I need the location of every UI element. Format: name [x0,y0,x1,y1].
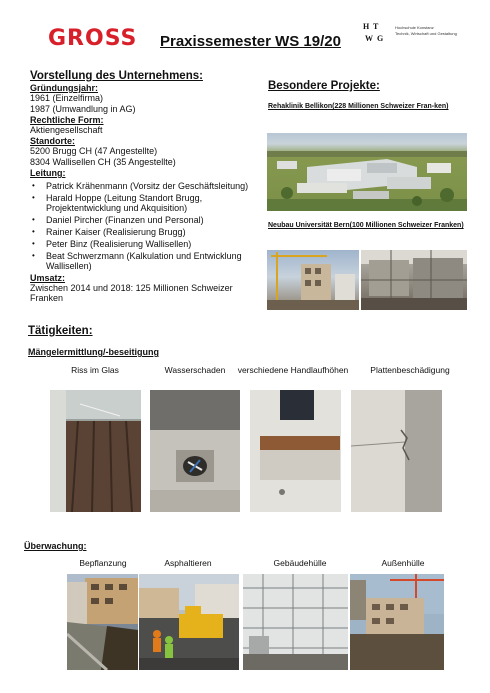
caption-wasserschaden: Wasserschaden [164,365,226,375]
legal-label: Rechtliche Form: [30,115,104,125]
caption-asphaltieren: Asphaltieren [164,558,212,568]
photo-wasserschaden [150,390,240,512]
gross-logo: GROSS [48,26,138,51]
leadership-list [30,181,262,271]
activities-heading: Tätigkeiten: [28,325,93,337]
bern-construction-photo-right [361,250,467,310]
caption-aussenhuelle: Außenhülle [381,558,425,568]
bern-construction-photo-left [267,250,359,310]
photo-handlaufhoehen [250,390,341,512]
caption-plattenbeschaedigung: Plattenbeschädigung [370,365,450,375]
caption-handlaufhoehen: verschiedene Handlaufhöhen [237,365,349,375]
leadership-label: Leitung: [30,168,66,178]
founding-line: 1987 (Umwandlung in AG) [30,104,136,114]
photo-aussenhuelle [350,574,444,670]
htwg-letter-w: W [365,34,373,43]
htwg-letter-t: T [373,22,379,31]
location-line: 8304 Wallisellen CH (35 Angestellte) [30,157,176,167]
leadership-item: • Harald Hoppe (Leitung Standort Brugg, Projektentwicklung und Akquisition) [30,193,262,213]
leadership-item: • Rainer Kaiser (Realisierung Brugg) [30,227,262,237]
leadership-item: • Daniel Pircher (Finanzen und Personal) [30,215,262,225]
caption-gebaeudehuelle: Gebäudehülle [273,558,327,568]
leadership-item: • Peter Binz (Realisierung Wallisellen) [30,239,262,249]
photo-asphaltieren [139,574,239,670]
locations-label: Standorte: [30,136,75,146]
founding-line: 1961 (Einzelfirma) [30,93,104,103]
page-title: Praxissemester WS 19/20 [160,33,341,50]
company-heading: Vorstellung des Unternehmens: [30,70,203,82]
project-label-bern: Neubau Universität Bern(100 Millionen Schweizer Franken) [268,222,464,229]
legal-value: Aktiengesellschaft [30,125,103,135]
projects-heading: Besondere Projekte: [268,80,380,92]
htwg-line-1: Hochschule Konstanz [395,25,434,30]
photo-riss-im-glas [50,390,141,512]
htwg-letter-h: H [363,22,370,31]
revenue-label: Umsatz: [30,273,66,283]
location-line: 5200 Brugg CH (47 Angestellte) [30,146,158,156]
leadership-item: • Beat Schwerzmann (Kalkulation und Entwicklung Wallisellen) [30,251,262,271]
caption-riss-im-glas: Riss im Glas [71,365,119,375]
revenue-value: Zwischen 2014 und 2018: 125 Millionen Schweizer Franken [30,283,233,303]
founding-label: Gründungsjahr: [30,83,98,93]
project-label-bellikon: Rehaklinik Bellikon(228 Millionen Schweizer Fran-ken) [268,103,449,110]
defects-label: Mängelermittlung/-beseitigung [28,347,160,357]
photo-gebaeudehuelle [243,574,348,670]
photo-plattenbeschaedigung [351,390,442,512]
photo-bepflanzung [67,574,138,670]
htwg-line-2: Technik, Wirtschaft und Gestaltung [395,31,457,36]
monitoring-label: Überwachung: [24,541,87,551]
rehaklinik-bellikon-photo [267,133,467,211]
caption-bepflanzung: Bepflanzung [79,558,127,568]
leadership-item: • Patrick Krähenmann (Vorsitz der Geschäftsleitung) [30,181,262,191]
htwg-logo [363,22,463,52]
company-section [30,70,262,303]
htwg-letter-g: G [377,34,384,43]
